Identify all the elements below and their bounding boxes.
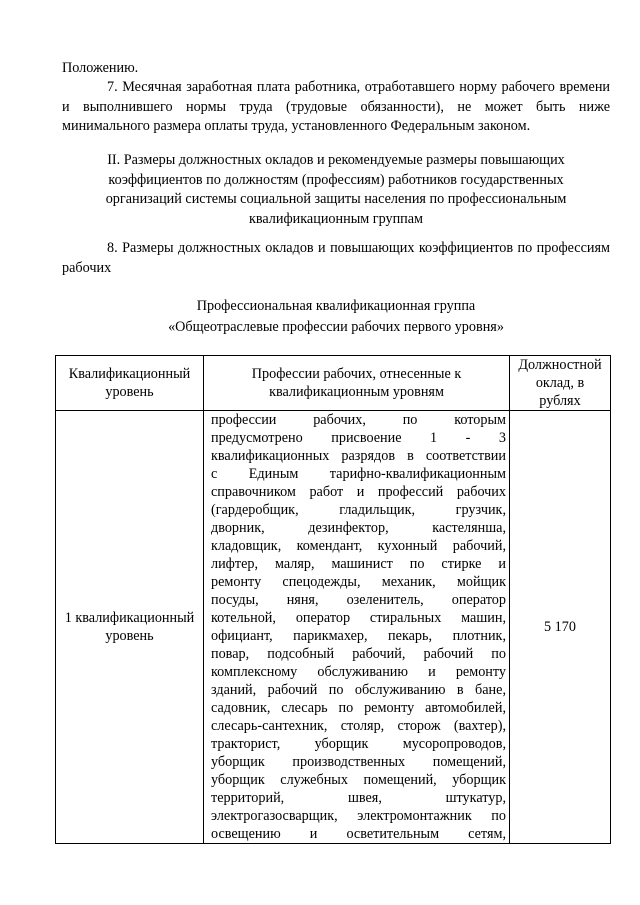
profession-line: котельной, оператор стиральных машин,: [211, 610, 506, 626]
cell-salary: 5 170: [510, 411, 611, 844]
profession-line: предусмотрено присвоение 1 - 3: [211, 430, 506, 446]
section-title: [62, 151, 610, 229]
profession-line: освещению и осветительным сетям,: [211, 826, 506, 842]
profession-line: зданий, рабочий по обслуживанию в бане,: [211, 682, 506, 698]
profession-line: посуды, няня, озеленитель, оператор: [211, 592, 506, 608]
profession-line: кладовщик, комендант, кухонный рабочий,: [211, 538, 506, 554]
profession-line: официант, парикмахер, пекарь, плотник,: [211, 628, 506, 644]
profession-line: электрогазосварщик, электромонтажник по: [211, 808, 506, 824]
profession-line: тракторист, уборщик мусоропроводов,: [211, 736, 506, 752]
profession-line: садовник, слесарь по ремонту автомобилей,: [211, 700, 506, 716]
profession-line: слесарь-сантехник, столяр, сторож (вахтер),: [211, 718, 506, 734]
header-professions: Профессии рабочих, отнесенные к квалификационным уровням: [204, 356, 510, 411]
profession-line: комплексному обслуживанию и ремонту: [211, 664, 506, 680]
cell-professions: [204, 411, 510, 844]
profession-line: уборщик производственных помещений,: [211, 754, 506, 770]
section-title-line: квалификационным группам: [248, 210, 424, 227]
section-title-line: II. Размеры должностных окладов и рекомендуемые размеры повышающих: [107, 152, 565, 168]
profession-line: ремонту спецодежды, механик, мойщик: [211, 574, 506, 590]
profession-line: (гардеробщик, гладильщик, грузчик,: [211, 502, 506, 518]
group-title-line1: Профессиональная квалификационная группа: [196, 298, 476, 314]
paragraph-7: 7. Месячная заработная плата работника, отработавшего норму рабочего времени и выполнившего нормы труда (трудовые обязанности), не может быть ниже минимального размера оплаты труда, установленного Федеральным законом.: [62, 79, 610, 134]
header-salary: Должностной оклад, в рублях: [510, 356, 611, 411]
section-title-line: организаций системы социальной защиты населения по профессиональным: [105, 191, 567, 207]
profession-line: квалификационных разрядов в соответствии: [211, 448, 506, 464]
profession-line: территорий, швея, штукатур,: [211, 790, 506, 806]
table-row: [56, 411, 611, 844]
paragraph-8: 8. Размеры должностных окладов и повышающих коэффициентов по профессиям рабочих: [62, 240, 610, 276]
header-level: Квалификационный уровень: [56, 356, 204, 411]
group-title-line2: «Общеотраслевые профессии рабочих первого уровня»: [168, 319, 504, 335]
salary-table: [55, 355, 611, 844]
profession-line: с Единым тарифно-квалификационным: [211, 466, 506, 482]
cell-level: 1 квалификационный уровень: [56, 411, 204, 844]
profession-line: профессии рабочих, по которым: [211, 412, 506, 428]
profession-line: повар, подсобный рабочий, рабочий по: [211, 646, 506, 662]
profession-line: лифтер, маляр, машинист по стирке и: [211, 556, 506, 572]
profession-line: дворник, дезинфектор, кастелянша,: [211, 520, 506, 536]
paragraph-continuation: Положению.: [62, 60, 139, 76]
section-title-line: коэффициентов по должностям (профессиям) работников государственных: [108, 171, 564, 188]
table-header-row: [56, 356, 611, 411]
profession-line: справочником работ и профессий рабочих: [211, 484, 506, 500]
profession-line: уборщик служебных помещений, уборщик: [211, 772, 506, 788]
